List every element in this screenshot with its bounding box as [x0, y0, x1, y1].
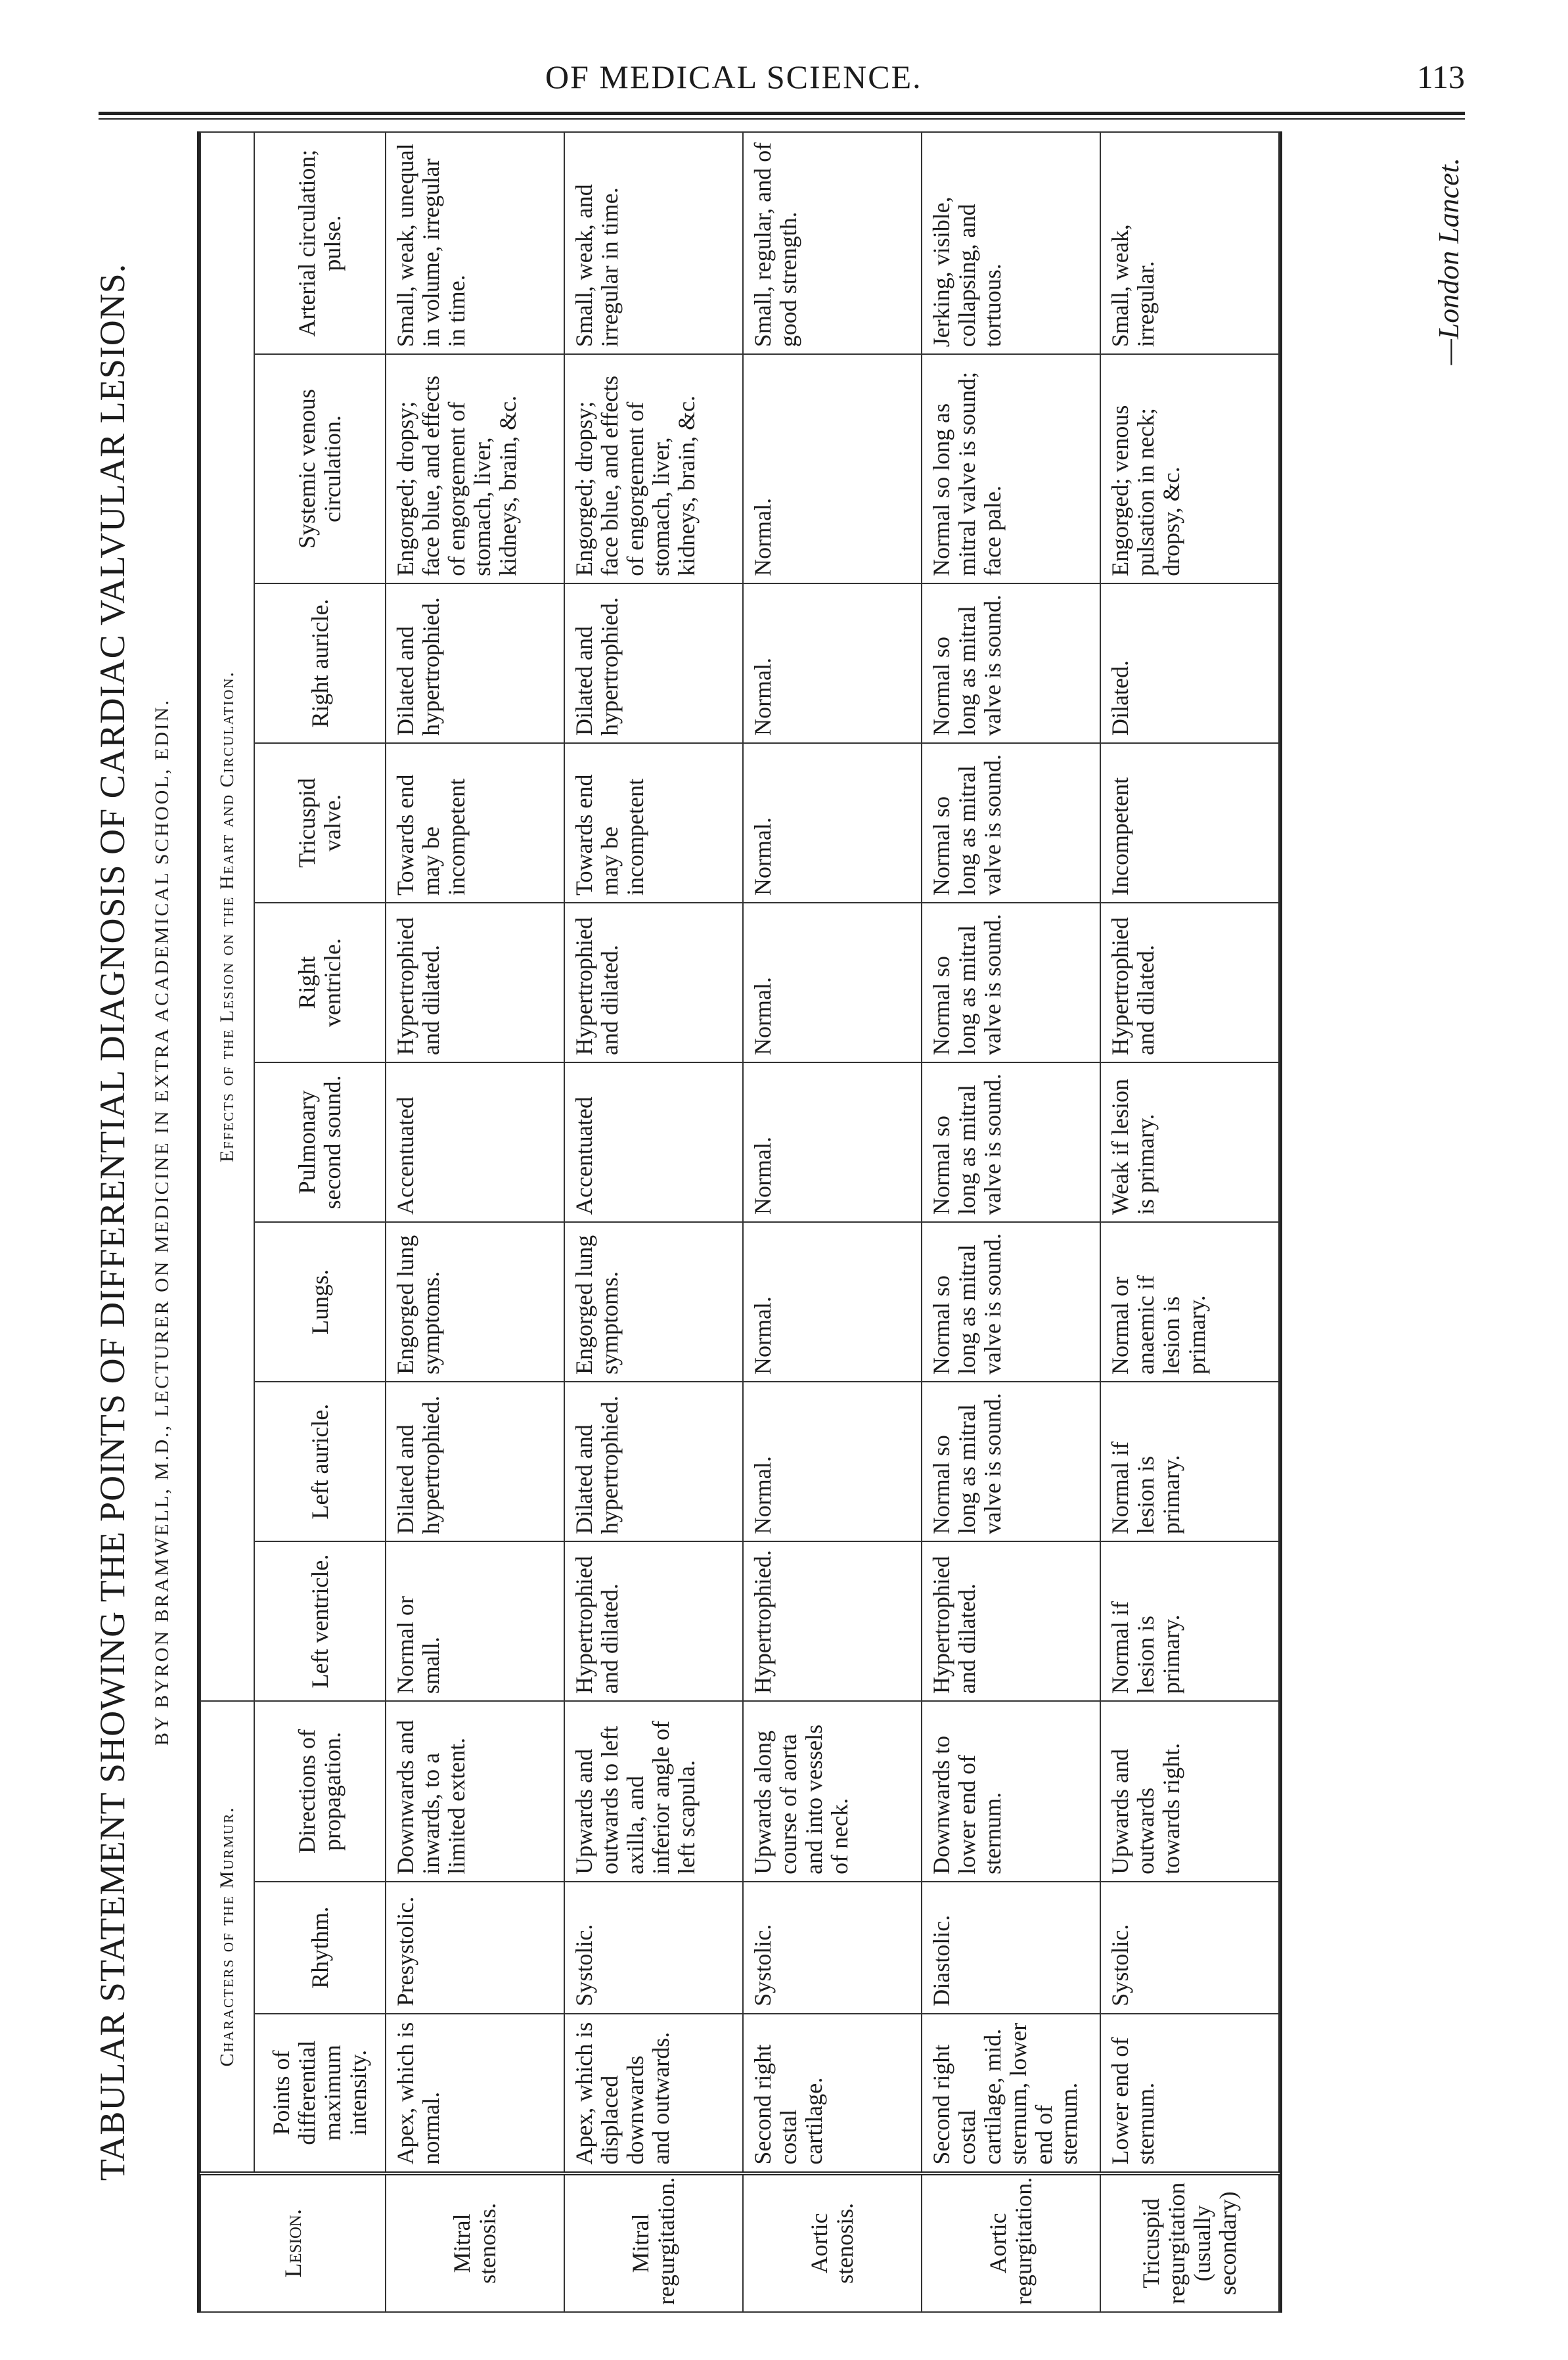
lesion-cell: Tricuspid regurgitation (usually secondary) [1100, 2173, 1279, 2312]
source-attribution: —London Lancet. [1433, 158, 1465, 365]
tricuspid-valve-cell: Towards end may be incompetent [564, 743, 743, 903]
right-ventricle-cell: Normal. [743, 903, 922, 1062]
left-ventricle-cell: Normal or small. [386, 1541, 564, 1701]
table-row [922, 132, 1100, 2312]
table-row [1100, 132, 1279, 2312]
right-ventricle-cell: Hypertrophied and dilated. [386, 903, 564, 1062]
column-header-lungs: Lungs. [254, 1222, 386, 1382]
tricuspid-valve-cell: Normal. [743, 743, 922, 903]
column-header-tricuspid-valve: Tricuspid valve. [254, 743, 386, 903]
author-byline: BY BYRON BRAMWELL, M.D., LECTURER ON MEDICINE IN EXTRA ACADEMICAL SCHOOL, EDIN. [151, 698, 173, 1746]
right-ventricle-cell: Normal so long as mitral valve is sound. [922, 903, 1100, 1062]
rhythm-cell: Presystolic. [386, 1882, 564, 2014]
lungs-cell: Normal so long as mitral valve is sound. [922, 1222, 1100, 1382]
column-header-arterial: Arterial circulation; pulse. [254, 132, 386, 354]
systemic-venous-cell: Normal so long as mitral valve is sound; face pale. [922, 354, 1100, 583]
pulmonary-second-sound-cell: Normal so long as mitral valve is sound. [922, 1062, 1100, 1222]
rhythm-cell: Systolic. [1100, 1882, 1279, 2014]
column-header-systemic-venous: Systemic venous circulation. [254, 354, 386, 583]
arterial-cell: Small, weak, unequal in volume, irregular in time. [386, 132, 564, 354]
arterial-cell: Jerking, visible, collapsing, and tortuous. [922, 132, 1100, 354]
systemic-venous-cell: Engorged; dropsy; face blue, and effects of engorgement of stomach, liver, kidneys, brain, &c. [564, 354, 743, 583]
rhythm-cell: Systolic. [743, 1882, 922, 2014]
right-auricle-cell: Dilated. [1100, 583, 1279, 743]
page-number: 113 [1416, 58, 1465, 95]
rhythm-cell: Diastolic. [922, 1882, 1100, 2014]
systemic-venous-cell: Normal. [743, 354, 922, 583]
left-auricle-cell: Normal. [743, 1382, 922, 1541]
column-header-right-ventricle: Right ventricle. [254, 903, 386, 1062]
pulmonary-second-sound-cell: Accentuated [386, 1062, 564, 1222]
left-auricle-cell: Dilated and hypertrophied. [386, 1382, 564, 1541]
arterial-cell: Small, weak, and irregular in time. [564, 132, 743, 354]
left-ventricle-cell: Hypertrophied and dilated. [922, 1541, 1100, 1701]
rhythm-cell: Systolic. [564, 1882, 743, 2014]
right-auricle-cell: Dilated and hypertrophied. [564, 583, 743, 743]
left-ventricle-cell: Hypertrophied. [743, 1541, 922, 1701]
column-header-rhythm: Rhythm. [254, 1882, 386, 2014]
right-ventricle-cell: Hypertrophied and dilated. [1100, 903, 1279, 1062]
table-row [386, 132, 564, 2312]
direction-cell: Downwards to lower end of sternum. [922, 1701, 1100, 1882]
group-header-murmur: Characters of the Murmur. [200, 1701, 254, 2173]
arterial-cell: Small, weak, irregular. [1100, 132, 1279, 354]
right-auricle-cell: Dilated and hypertrophied. [386, 583, 564, 743]
points-cell: Apex, which is normal. [386, 2014, 564, 2173]
left-auricle-cell: Normal if lesion is primary. [1100, 1382, 1279, 1541]
page-header [99, 53, 1465, 112]
column-header-left-auricle: Left auricle. [254, 1382, 386, 1541]
lungs-cell: Normal or anaemic if lesion is primary. [1100, 1222, 1279, 1382]
table-row [743, 132, 922, 2312]
systemic-venous-cell: Engorged; dropsy; face blue, and effects of engorgement of stomach, liver, kidneys, brain, &c. [386, 354, 564, 583]
rotated-table-block [72, 131, 1485, 2313]
column-header-direction: Directions of propagation. [254, 1701, 386, 1882]
lesion-cell: Mitral stenosis. [386, 2173, 564, 2312]
lungs-cell: Engorged lung symptoms. [564, 1222, 743, 1382]
lesion-cell: Mitral regurgitation. [564, 2173, 743, 2312]
right-auricle-cell: Normal so long as mitral valve is sound. [922, 583, 1100, 743]
left-ventricle-cell: Hypertrophied and dilated. [564, 1541, 743, 1701]
lesion-cell: Aortic stenosis. [743, 2173, 922, 2312]
left-ventricle-cell: Normal if lesion is primary. [1100, 1541, 1279, 1701]
arterial-cell: Small, regular, and of good strength. [743, 132, 922, 354]
left-auricle-cell: Dilated and hypertrophied. [564, 1382, 743, 1541]
pulmonary-second-sound-cell: Accentuated [564, 1062, 743, 1222]
group-header-effects: Effects of the Lesion on the Heart and Circulation. [200, 132, 254, 1701]
points-cell: Second right costal cartilage. [743, 2014, 922, 2173]
points-cell: Apex, which is displaced downwards and outwards. [564, 2014, 743, 2173]
tricuspid-valve-cell: Incompetent [1100, 743, 1279, 903]
column-header-points: Points of differential maximum intensity. [254, 2014, 386, 2173]
right-auricle-cell: Normal. [743, 583, 922, 743]
right-ventricle-cell: Hypertrophied and dilated. [564, 903, 743, 1062]
direction-cell: Upwards and outwards to left axilla, and inferior angle of left scapula. [564, 1701, 743, 1882]
pulmonary-second-sound-cell: Normal. [743, 1062, 922, 1222]
table-row [564, 132, 743, 2312]
column-header-left-ventricle: Left ventricle. [254, 1541, 386, 1701]
direction-cell: Upwards and outwards towards right. [1100, 1701, 1279, 1882]
header-rule [99, 112, 1465, 115]
column-header-pulmonary-second-sound: Pulmonary second sound. [254, 1062, 386, 1222]
tricuspid-valve-cell: Normal so long as mitral valve is sound. [922, 743, 1100, 903]
running-head: OF MEDICAL SCIENCE. [545, 58, 922, 95]
lesion-cell: Aortic regurgitation. [922, 2173, 1100, 2312]
header-rule-thin [99, 118, 1465, 120]
tricuspid-valve-cell: Towards end may be incompetent [386, 743, 564, 903]
table-wrapper [197, 131, 1282, 2313]
column-header-right-auricle: Right auricle. [254, 583, 386, 743]
direction-cell: Downwards and inwards, to a limited extent. [386, 1701, 564, 1882]
table-title: TABULAR STATEMENT SHOWING THE POINTS OF DIFFERENTIAL DIAGNOSIS OF CARDIAC VALVULAR LESIONS. [93, 263, 132, 2181]
column-header-lesion: Lesion. [200, 2173, 386, 2312]
differential-diagnosis-table [200, 131, 1280, 2313]
left-auricle-cell: Normal so long as mitral valve is sound. [922, 1382, 1100, 1541]
lungs-cell: Normal. [743, 1222, 922, 1382]
pulmonary-second-sound-cell: Weak if lesion is primary. [1100, 1062, 1279, 1222]
systemic-venous-cell: Engorged; venous pulsation in neck; dropsy, &c. [1100, 354, 1279, 583]
points-cell: Second right costal cartilage, mid. sternum, lower end of sternum. [922, 2014, 1100, 2173]
lungs-cell: Engorged lung symptoms. [386, 1222, 564, 1382]
points-cell: Lower end of sternum. [1100, 2014, 1279, 2173]
direction-cell: Upwards along course of aorta and into vessels of neck. [743, 1701, 922, 1882]
